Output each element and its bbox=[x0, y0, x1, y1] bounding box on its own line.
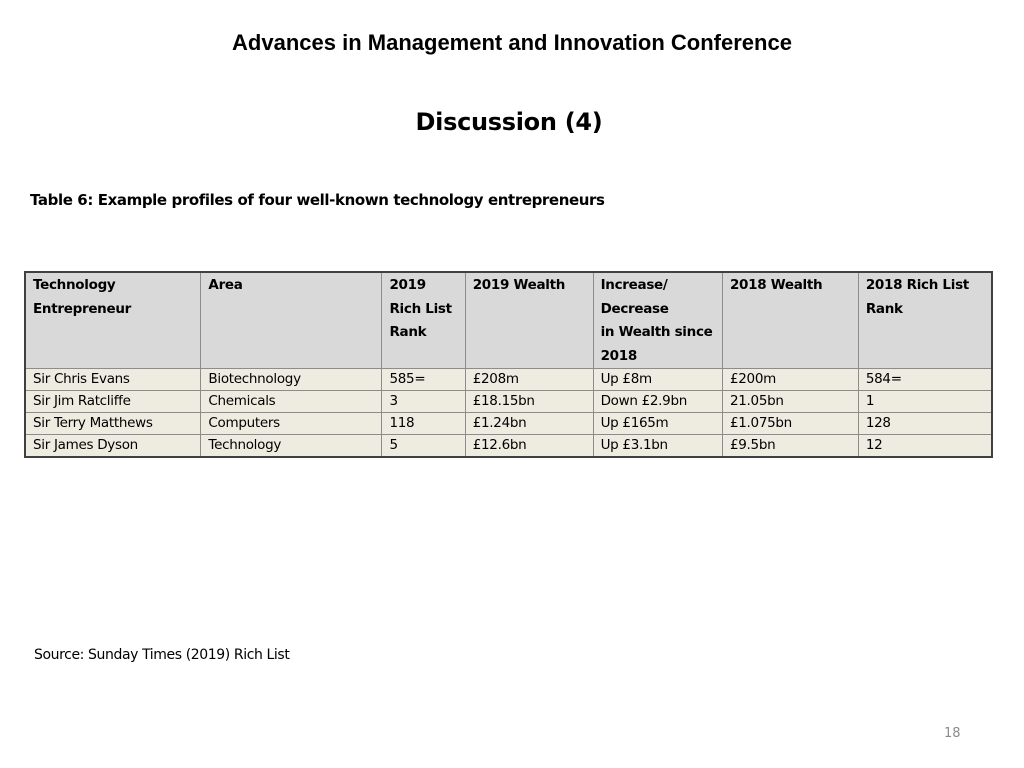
header-wealth-change bbox=[593, 272, 722, 369]
header-line: 2018 bbox=[600, 347, 637, 364]
header-area bbox=[201, 272, 382, 369]
header-2018-wealth bbox=[722, 272, 858, 369]
header-line: Rank bbox=[865, 300, 903, 317]
cell-2019-wealth: £12.6bn bbox=[465, 435, 593, 457]
cell-wealth-change: Up £8m bbox=[593, 369, 722, 391]
cell-2019-rank: 118 bbox=[382, 413, 465, 435]
table-header-row bbox=[25, 272, 992, 369]
entrepreneur-profiles-table bbox=[24, 271, 993, 458]
header-line: 2019 bbox=[389, 277, 426, 293]
header-line: Area bbox=[208, 277, 243, 293]
table-caption: Table 6: Example profiles of four well-known technology entrepreneurs bbox=[30, 191, 605, 209]
header-technology-entrepreneur bbox=[25, 272, 201, 369]
cell-2018-wealth: £9.5bn bbox=[722, 435, 858, 457]
page-number: 18 bbox=[944, 726, 961, 741]
cell-2018-wealth: 21.05bn bbox=[722, 391, 858, 413]
header-line: in Wealth since bbox=[600, 324, 713, 340]
cell-entrepreneur: Sir Jim Ratcliffe bbox=[25, 391, 201, 413]
cell-2018-rank: 584= bbox=[858, 369, 992, 391]
header-line: Rank bbox=[389, 324, 427, 340]
header-line: 2018 Rich List bbox=[865, 277, 969, 293]
header-line: Decrease bbox=[600, 300, 669, 317]
cell-entrepreneur: Sir Terry Matthews bbox=[25, 413, 201, 435]
cell-2019-wealth: £1.24bn bbox=[465, 413, 593, 435]
table-row bbox=[25, 391, 992, 413]
cell-2019-wealth: £208m bbox=[465, 369, 593, 391]
cell-2018-rank: 128 bbox=[858, 413, 992, 435]
cell-area: Computers bbox=[201, 413, 382, 435]
cell-area: Chemicals bbox=[201, 391, 382, 413]
slide-title: Discussion (4) bbox=[415, 108, 603, 136]
cell-2019-wealth: £18.15bn bbox=[465, 391, 593, 413]
cell-2019-rank: 5 bbox=[382, 435, 465, 457]
conference-title: Advances in Management and Innovation Conference bbox=[232, 30, 792, 55]
cell-2018-rank: 1 bbox=[858, 391, 992, 413]
cell-area: Biotechnology bbox=[201, 369, 382, 391]
header-line: Entrepreneur bbox=[33, 300, 132, 317]
cell-2018-wealth: £1.075bn bbox=[722, 413, 858, 435]
header-2018-rank bbox=[858, 272, 992, 369]
cell-entrepreneur: Sir Chris Evans bbox=[25, 369, 201, 391]
header-line: 2018 Wealth bbox=[729, 277, 823, 293]
table-row bbox=[25, 413, 992, 435]
header-2019-rank bbox=[382, 272, 465, 369]
cell-entrepreneur: Sir James Dyson bbox=[25, 435, 201, 457]
table-row bbox=[25, 369, 992, 391]
cell-wealth-change: Up £165m bbox=[593, 413, 722, 435]
cell-2018-rank: 12 bbox=[858, 435, 992, 457]
cell-wealth-change: Up £3.1bn bbox=[593, 435, 722, 457]
table-row bbox=[25, 435, 992, 457]
header-2019-wealth bbox=[465, 272, 593, 369]
cell-wealth-change: Down £2.9bn bbox=[593, 391, 722, 413]
cell-area: Technology bbox=[201, 435, 382, 457]
header-line: Increase/ bbox=[600, 277, 668, 293]
cell-2019-rank: 585= bbox=[382, 369, 465, 391]
header-line: 2019 Wealth bbox=[472, 277, 566, 293]
header-line: Rich List bbox=[389, 300, 452, 317]
cell-2019-rank: 3 bbox=[382, 391, 465, 413]
source-note: Source: Sunday Times (2019) Rich List bbox=[34, 647, 290, 663]
cell-2018-wealth: £200m bbox=[722, 369, 858, 391]
header-line: Technology bbox=[33, 277, 116, 293]
